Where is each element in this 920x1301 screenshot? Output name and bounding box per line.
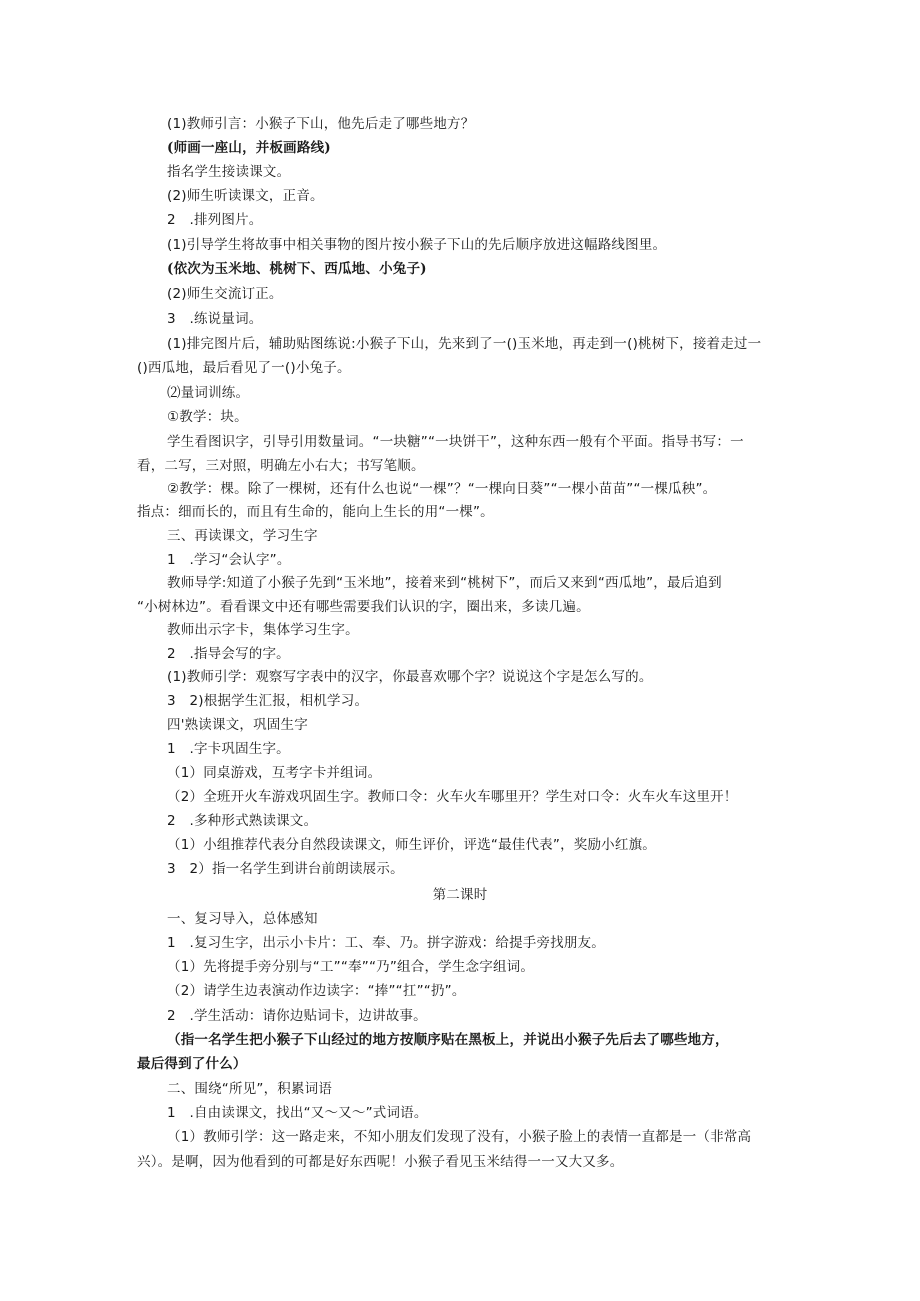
- text-line: (1)教师引言：小猴子下山，他先后走了哪些地方？: [167, 116, 475, 132]
- text-line: （1）同桌游戏，互考字卡并组词。: [167, 765, 382, 781]
- section-heading: 三、再读课文，学习生字: [167, 528, 318, 544]
- text-line: (师画一座山，并板画路线): [167, 140, 331, 156]
- section-heading: 四'熟读课文，巩固生字: [167, 717, 308, 733]
- text-line: (1)引导学生将故事中相关事物的图片按小猴子下山的先后顺序放进这幅路线图里。: [167, 237, 667, 253]
- text-line: ()西瓜地，最后看见了一()小兔子。: [137, 360, 351, 376]
- lesson-title: 第二课时: [432, 887, 488, 903]
- text-line: (2)师生交流订正。: [167, 286, 283, 302]
- text-line: 教师导学:知道了小猴子先到“玉米地”，接着来到“桃树下”，而后又来到“西瓜地”，最后追到: [167, 575, 722, 591]
- text-line: 指名学生接读课文。: [167, 164, 291, 180]
- text-line: （1）先将提手旁分别与“工”“奉”“乃”组合，学生念字组词。: [167, 959, 535, 975]
- text-line: （2）请学生边表演动作边读字：“捧”“扛”“扔”。: [167, 983, 466, 999]
- text-line: 指点：细而长的，而且有生命的，能向上生长的用“一棵”。: [137, 504, 494, 520]
- text-line: 2 .学生活动：请你边贴词卡，边讲故事。: [167, 1008, 427, 1024]
- text-line: (依次为玉米地、桃树下、西瓜地、小兔子): [167, 261, 427, 277]
- text-line: 教师出示字卡，集体学习生字。: [167, 622, 359, 638]
- text-line: 兴）。是啊，因为他看到的可都是好东西呢！小猴子看见玉米结得一一又大又多。: [137, 1154, 624, 1170]
- text-line: (1)教师引学：观察写字表中的汉字，你最喜欢哪个字？说说这个字是怎么写的。: [167, 669, 653, 685]
- text-line: 1 .学习“会认字”。: [167, 552, 291, 568]
- text-line: （1）教师引学：这一路走来，不知小朋友们发现了没有，小猴子脸上的表情一直都是一（非常高: [167, 1129, 752, 1145]
- text-line: 3 2)根据学生汇报，相机学习。: [167, 693, 369, 709]
- text-line: （指一名学生把小猴子下山经过的地方按顺序贴在黑板上，并说出小猴子先后去了哪些地方，: [167, 1032, 729, 1048]
- text-line: ②教学：棵。除了一棵树，还有什么也说“一棵”？“一棵向日葵”“一棵小苗苗”“一棵瓜秧”。: [167, 481, 717, 497]
- text-line: 看，二写，三对照，明确左小右大；书写笔顺。: [137, 458, 425, 474]
- text-line: 1 .自由读课文，找出“又～又～”式词语。: [167, 1105, 428, 1121]
- text-line: (1)排完图片后，辅助贴图练说:小猴子下山，先来到了一()玉米地，再走到一()桃树下，接着走过一: [167, 336, 762, 352]
- text-line: (2)师生听读课文，正音。: [167, 188, 324, 204]
- section-heading: 二、围绕“所见”，积累词语: [167, 1081, 333, 1097]
- text-line: （1）小组推荐代表分自然段读课文，师生评价，评选“最佳代表”，奖励小红旗。: [167, 837, 656, 853]
- text-line: 学生看图识字，引导引用数量词。“一块糖”“一块饼干”，这种东西一般有个平面。指导书写：一: [167, 434, 744, 450]
- text-line: ⑵量词训练。: [167, 385, 250, 401]
- text-line: 最后得到了什么）: [137, 1056, 247, 1072]
- text-line: 1 .复习生字，出示小卡片：工、奉、乃。拼字游戏：给提手旁找朋友。: [167, 935, 605, 951]
- text-line: ①教学：块。: [167, 409, 248, 425]
- text-line: 3 2）指一名学生到讲台前朗读展示。: [167, 861, 404, 877]
- text-line: 2 .指导会写的字。: [167, 646, 290, 662]
- text-line: 3 .练说量词。: [167, 311, 263, 327]
- text-line: 1 .字卡巩固生字。: [167, 741, 290, 757]
- text-line: 2 .多种形式熟读课文。: [167, 813, 318, 829]
- text-line: （2）全班开火车游戏巩固生字。教师口令：火车火车哪里开？学生对口令：火车火车这里开！: [167, 789, 738, 805]
- section-heading: 一、复习导入，总体感知: [167, 911, 318, 927]
- text-line: “小树林边”。看看课文中还有哪些需要我们认识的字，圈出来，多读几遍。: [137, 599, 590, 615]
- text-line: 2 .排列图片。: [167, 212, 263, 228]
